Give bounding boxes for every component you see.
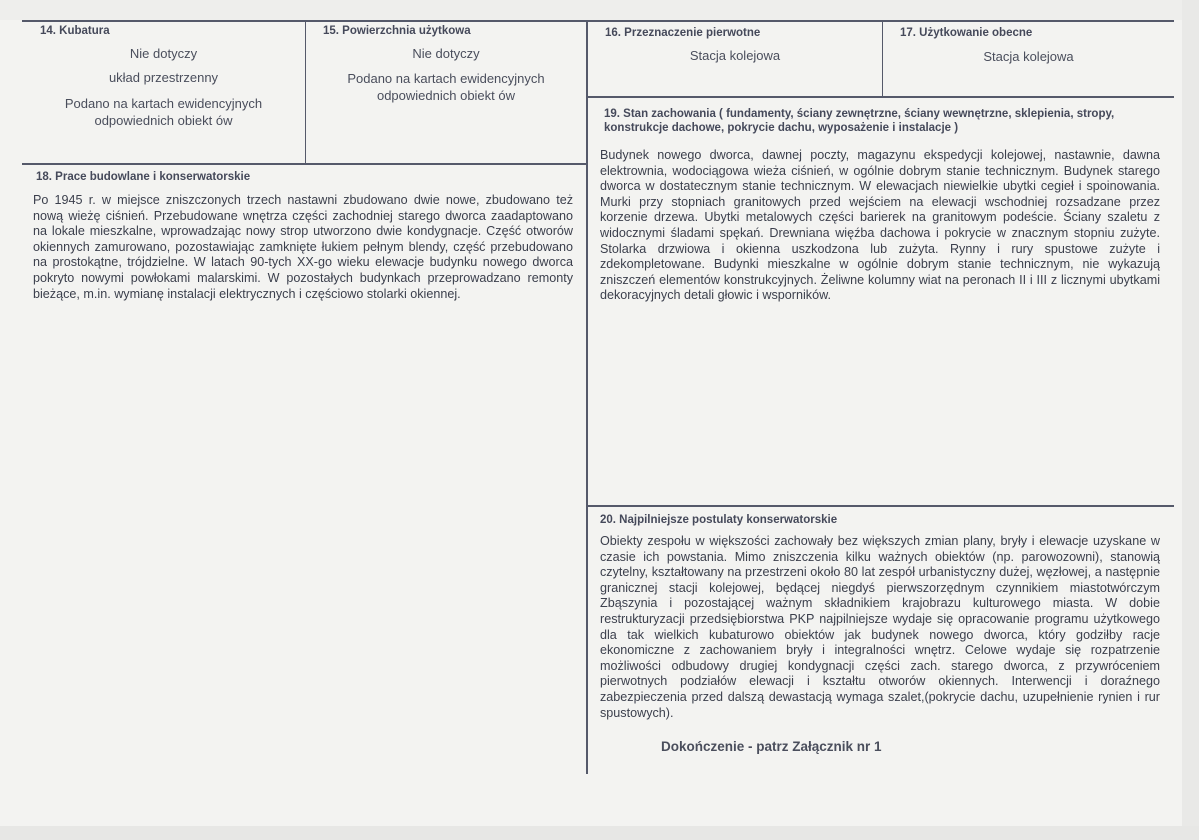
section-17-value: Stacja kolejowa (983, 49, 1074, 64)
page-bottom-edge (0, 826, 1199, 840)
page-top-edge (0, 0, 1199, 20)
rule-above-20 (587, 505, 1174, 507)
section-15-line-3: odpowiednich obiekt ów (376, 88, 516, 103)
section-15-line-2: Podano na kartach ewidencyjnych (347, 71, 545, 86)
section-20-label: 20. Najpilniejsze postulaty konserwatorskie (600, 514, 838, 526)
section-16-value: Stacja kolejowa (689, 48, 781, 63)
rule-under-16-17 (587, 96, 1174, 98)
rule-above-18 (22, 163, 587, 165)
top-rule (22, 20, 1174, 22)
section-18-label: 18. Prace budowlane i konserwatorskie (36, 171, 251, 183)
section-19-text: Budynek nowego dworca, dawnej poczty, magazynu ekspedycji kolejowej, nastawnie, dawna elektrownia, wodociągowa wieża ciśnień, w ogólnie dobrym stanie technicznym. Budynek starego dworca w dostatecznym stanie technicznym. W elewacjach niewielkie ubytki cegieł i spoinowania. Murki przy stopniach granitowych przed wejściem na elewacji wschodniej rozsadzane przez korzenie drzewa. Ubytki metalowych części barierek na granitowym podeście. Ściany szaletu z widocznymi śladami spękań. Drewniana więźba dachowa i pokrycie w znacznym stopniu zużyte. Stolarka drzwiowa i okienna uszkodzona lub zużyta. Rynny i rury spustowe zużyte i zdekompletowane. Budynki mieszkalne w ogólnie dobrym stanie technicznym, nie wykazują zniszczeń elementów konstrukcyjnych. Żeliwne kolumny wiat na peronach II i III z licznymi ubytkami dekoracyjnych detali głowic i wsporników. (600, 148, 1160, 303)
section-14-line-3: Podano na kartach ewidencyjnych (64, 96, 263, 111)
section-20-text: Obiekty zespołu w większości zachowały bez większych zmian plany, bryły i elewacje uzyskane w czasie ich powstania. Mimo zniszczenia kilku ważnych obiektów (np. parowozowni), stanowią czytelny, kształtowany na przestrzeni około 80 lat zespół urbanistyczny dużej, węzłowej, a następnie granicznej stacji kolejowej, będącej niegdyś pierwszorzędnym czynnikiem miastotwórczym Zbąszynia i pozostającej ważnym składnikiem krajobrazu kulturowego miasta. W dobie restrukturyzacji przedsiębiorstwa PKP najpilniejsze wydaje się opracowanie programu użytkowego dla tak wielkich kubaturowo obiektów jak budynek nowego dworca, który godziłby racje ekonomiczne z zachowaniem bryły i integralności wnętrz. Celowe wydaje się rozpatrzenie możliwości odbudowy drugiej kondygnacji części zach. starego dworca, z przywróceniem pierwotnych podziałów elewacji i kształtu otworów okiennych. Interwencji i doraźnego zabezpieczenia przed dalszą dewastacją wymaga szalet,(pokrycie dachu, uzupełnienie rynien i rur spustowych). (600, 534, 1160, 720)
section-15-line-1: Nie dotyczy (412, 46, 480, 61)
section-19-label: 19. Stan zachowania ( fundamenty, ściany zewnętrzne, ściany wewnętrzne, sklepienia, stropy, konstrukcje dachowe, pokrycie dachu, wyposażenie i instalacje ) (604, 108, 1115, 134)
section-15-label: 15. Powierzchnia użytkowa (323, 25, 471, 37)
section-14-label: 14. Kubatura (40, 25, 110, 37)
section-14-line-4: odpowiednich obiekt ów (94, 113, 233, 128)
section-14-line-2: układ przestrzenny (108, 70, 219, 85)
continuation-note: Dokończenie - patrz Załącznik nr 1 (661, 739, 882, 754)
section-18-text: Po 1945 r. w miejsce zniszczonych trzech nastawni zbudowano dwie nowe, zbudowano też nową wieżę ciśnień. Przebudowane wnętrza części zachodniej starego dworca zaadaptowano na lokale mieszkalne, wprowadzając nowy strop utworzono dwie kondygnacje. Część otworów okiennych zamurowano, pozostawiając zamknięte łukiem pełnym blendy, część przebudowano na prostokątne, trójdzielne. W latach 90-tych XX-go wieku elewacje budynku nowego dworca pokryto nowymi powłokami malarskimi. W pozostałych budynkach przeprowadzano remonty bieżące, m.in. wymianę instalacji elektrycznych i częściowo stolarki okiennej. (33, 193, 573, 301)
section-16-label: 16. Przeznaczenie pierwotne (605, 27, 761, 39)
page-right-edge (1182, 0, 1199, 840)
center-divider (586, 20, 588, 774)
section-14-line-1: Nie dotyczy (129, 46, 198, 61)
section-17-label: 17. Użytkowanie obecne (900, 27, 1033, 39)
